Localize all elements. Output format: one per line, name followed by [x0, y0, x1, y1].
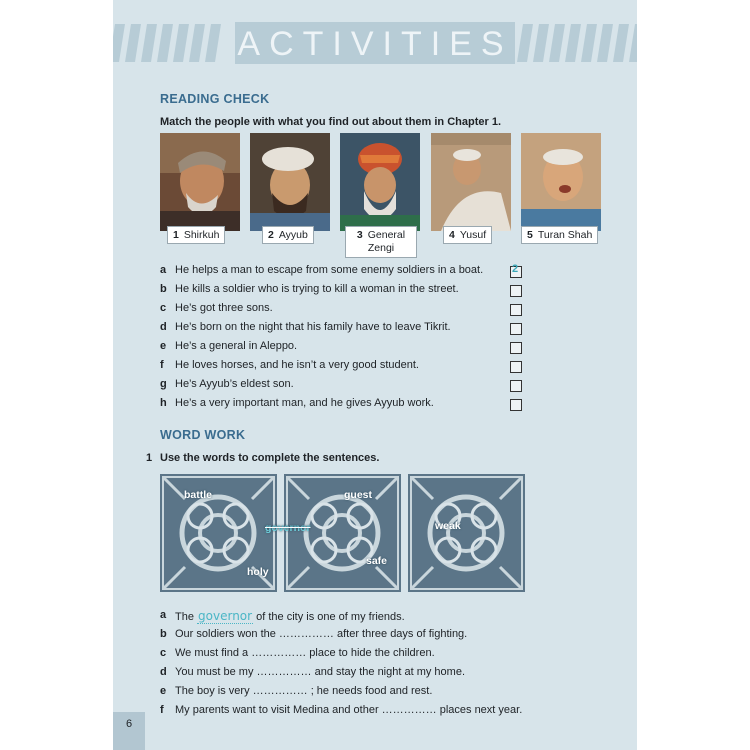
portrait-turan-shah	[521, 133, 601, 231]
answer-box-e[interactable]	[510, 342, 522, 354]
statement-row: a He helps a man to escape from some enemy soldiers in a boat.	[160, 264, 484, 276]
portrait-yusuf	[431, 133, 511, 231]
answer-box-c[interactable]	[510, 304, 522, 316]
answer-box-f[interactable]	[510, 361, 522, 373]
statement-row: e He’s a general in Aleppo.	[160, 340, 298, 352]
reading-check-instruction: Match the people with what you find out about them in Chapter 1.	[160, 116, 501, 128]
answer-box-d[interactable]	[510, 323, 522, 335]
caption-person-3: 3 General Zengi	[345, 226, 417, 258]
exercise-number: 1	[146, 452, 153, 464]
answer-box-h[interactable]	[510, 399, 522, 411]
reading-check-heading: READING CHECK	[160, 92, 270, 106]
word-battle: battle	[184, 489, 213, 501]
portrait-ayyub	[250, 133, 330, 231]
sentence-row: a The governor of the city is one of my friends.	[160, 609, 405, 623]
portrait-shirkuh	[160, 133, 240, 231]
answer-box-b[interactable]	[510, 285, 522, 297]
word-work-heading: WORD WORK	[160, 428, 246, 442]
sentence-row: b Our soldiers won the …………… after three days of fighting.	[160, 628, 468, 640]
sentence-row: d You must be my …………… and stay the night at my home.	[160, 666, 465, 678]
answer-box-g[interactable]	[510, 380, 522, 392]
word-weak: weak	[435, 520, 461, 532]
caption-person-1: 1 Shirkuh	[167, 226, 225, 244]
statement-row: g He’s Ayyub’s eldest son.	[160, 378, 294, 390]
statement-row: f He loves horses, and he isn’t a very good student.	[160, 359, 419, 371]
page-number: 6	[125, 718, 133, 730]
filled-answer[interactable]: governor	[198, 609, 253, 623]
statement-row: b He kills a soldier who is trying to kill a woman in the street.	[160, 283, 459, 295]
statement-row: h He’s a very important man, and he gives Ayyub work.	[160, 397, 434, 409]
caption-person-4: 4 Yusuf	[443, 226, 492, 244]
sentence-row: e The boy is very …………… ; he needs food and rest.	[160, 685, 433, 697]
caption-person-5: 5 Turan Shah	[521, 226, 598, 244]
statement-row: d He’s born on the night that his family have to leave Tikrit.	[160, 321, 451, 333]
word-governor: governor	[265, 522, 311, 534]
word-tiles	[160, 474, 525, 592]
statement-row: c He’s got three sons.	[160, 302, 273, 314]
word-safe: safe	[366, 555, 388, 567]
word-guest: guest	[344, 489, 373, 501]
answer-box-a[interactable]: 2	[510, 266, 522, 278]
portrait-general-zengi	[340, 133, 420, 231]
page-title: ACTIVITIES	[237, 25, 513, 63]
caption-person-2: 2 Ayyub	[262, 226, 314, 244]
word-work-instruction: Use the words to complete the sentences.	[160, 452, 380, 464]
sentence-row: c We must find a …………… place to hide the children.	[160, 647, 435, 659]
word-holy: holy	[247, 566, 269, 578]
sentence-row: f My parents want to visit Medina and other …………… places next year.	[160, 704, 523, 716]
